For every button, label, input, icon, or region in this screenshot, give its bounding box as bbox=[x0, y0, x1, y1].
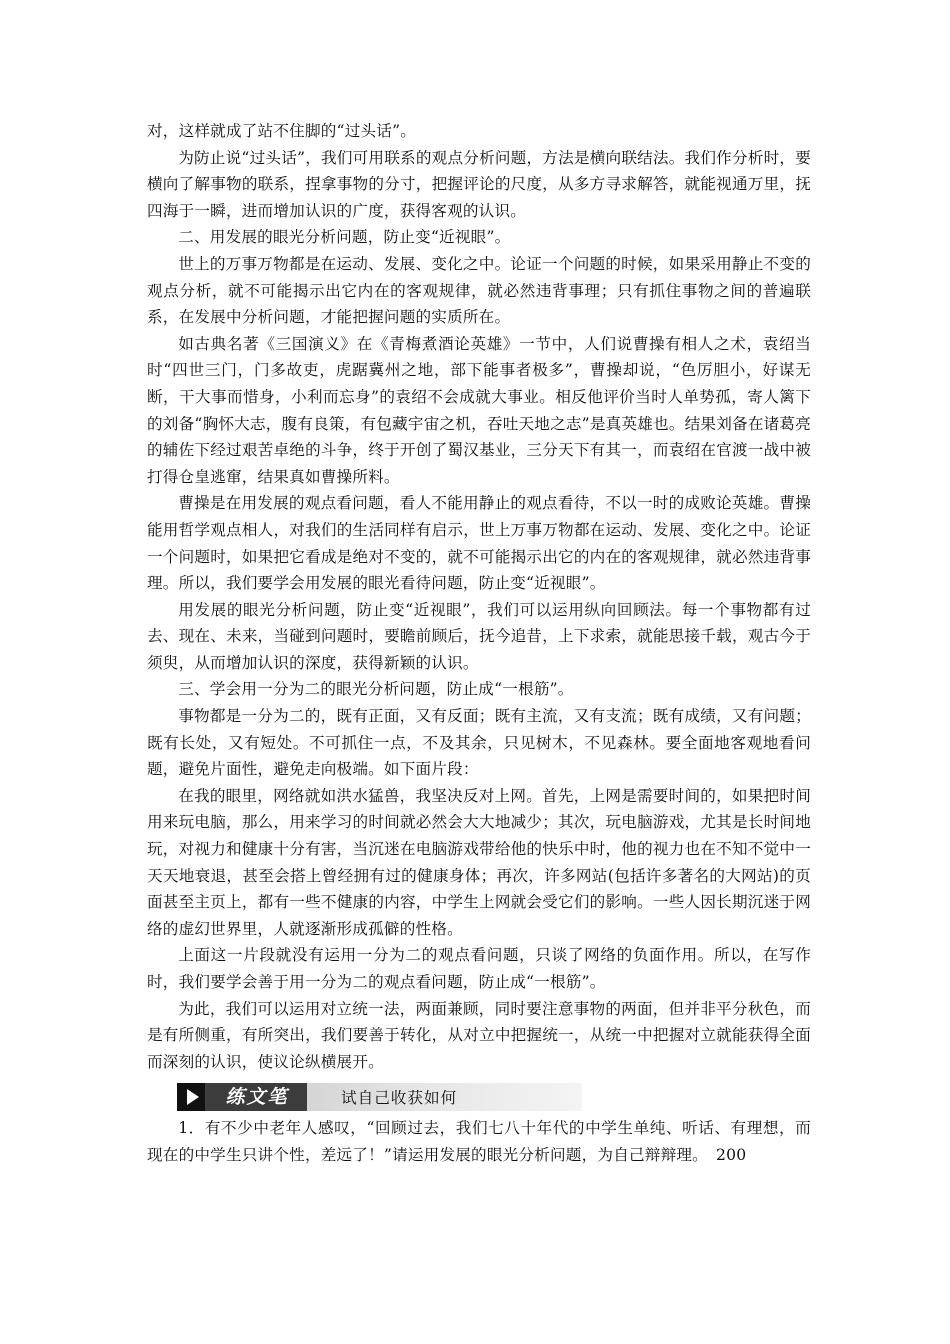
paragraph-5: 曹操是在用发展的观点看问题，看人不能用静止的观点看待，不以一时的成败论英雄。曹操能用哲学观点相人，对我们的生活同样有启示，世上万事万物都在运动、发展、变化之中。论证一个问题时，如果把它看成是绝对不变的，就不可能揭示出它的内在的客观规律，就必然违背事理。所以，我们要学会用发展的眼光看待问题，防止变“近视眼”。 bbox=[147, 494, 811, 593]
paragraph-6: 用发展的眼光分析问题，防止变“近视眼”，我们可以运用纵向回顾法。每一个事物都有过去、现在、未来，当碰到问题时，要瞻前顾后，抚今追昔，上下求索，就能思接千载，观古今于须臾，从而增加认识的深度，获得新颖的认识。 bbox=[147, 600, 811, 672]
paragraph-7: 事物都是一分为二的，既有正面，又有反面；既有主流，又有支流；既有成绩，又有问题；既有长处，又有短处。不可抓住一点，不及其余，只见树木，不见森林。要全面地客观地看问题，避免片面性，避免走向极端。如下面片段： bbox=[147, 707, 811, 779]
paragraph-4: 如古典名著《三国演义》在《青梅煮酒论英雄》一节中，人们说曹操有相人之术，袁绍当时“四世三门，门多故吏，虎踞冀州之地，部下能事者极多”，曹操却说，“色厉胆小，好谋无断，干大事而惜身，小利而忘身”的袁绍不会成就大事业。相反他评价当时人单势孤，寄人篱下的刘备“胸怀大志，腹有良策，有包藏宇宙之机，吞吐天地之志”是真英雄也。结果刘备在诸葛亮的辅佐下经过艰苦卓绝的斗争，终于开创了蜀汉基业，三分天下有其一，而袁绍在官渡一战中被打得仓皇逃窜，结果真如曹操所料。 bbox=[147, 334, 811, 486]
section-heading-2: 二、用发展的眼光分析问题，防止变“近视眼”。 bbox=[178, 228, 511, 247]
document-page bbox=[147, 118, 811, 1169]
exercise-question-1: 1．有不少中老年人感叹，“回顾过去，我们七八十年代的中学生单纯、听话、有理想，而现在的中学生只讲个性，差远了！”请运用发展的眼光分析问题，为自己辩辩理。 200 bbox=[147, 1119, 811, 1164]
banner-title: 练文笔 bbox=[207, 1083, 307, 1111]
paragraph-2: 为防止说“过头话”，我们可用联系的观点分析问题，方法是横向联结法。我们作分析时，要横向了解事物的联系，捏拿事物的分寸，把握评论的尺度，从多方寻求解答，就能视通万里，抚四海于一瞬，进而增加认识的广度，获得客观的认识。 bbox=[147, 148, 811, 220]
banner-subtitle: 试自己收获如何 bbox=[341, 1089, 458, 1108]
practice-section-banner bbox=[177, 1083, 582, 1111]
play-arrow-icon bbox=[177, 1083, 205, 1111]
section-heading-3: 三、学会用一分为二的眼光分析问题，防止成“一根筋”。 bbox=[178, 680, 574, 699]
paragraph-9: 上面这一片段就没有运用一分为二的观点看问题，只谈了网络的负面作用。所以，在写作时，我们要学会善于用一分为二的观点看问题，防止成“一根筋”。 bbox=[147, 946, 811, 991]
paragraph-1: 对，这样就成了站不住脚的“过头话”。 bbox=[147, 122, 417, 140]
paragraph-3: 世上的万事万物都是在运动、发展、变化之中。论证一个问题的时候，如果采用静止不变的观点分析，就不可能揭示出它内在的客观规律，就必然违背事理；只有抓住事物之间的普遍联系，在发展中分析问题，才能把握问题的实质所在。 bbox=[147, 254, 811, 327]
paragraph-10: 为此，我们可以运用对立统一法，两面兼顾，同时要注意事物的两面，但并非平分秋色，而是有所侧重，有所突出，我们要善于转化，从对立中把握统一，从统一中把握对立就能获得全面而深刻的认识，使议论纵横展开。 bbox=[147, 999, 811, 1071]
paragraph-8: 在我的眼里，网络就如洪水猛兽，我坚决反对上网。首先，上网是需要时间的，如果把时间用来玩电脑，那么，用来学习的时间就必然会大大地减少；其次，玩电脑游戏，尤其是长时间地玩，对视力和健康十分有害，当沉迷在电脑游戏带给他的快乐中时，他的视力也在不知不觉中一天天地衰退，甚至会搭上曾经拥有过的健康身体；再次，许多网站(包括许多著名的大网站)的页面甚至主页上，都有一些不健康的内容，中学生上网就会受它们的影响。一些人因长期沉迷于网络的虚幻世界里，人就逐渐形成孤僻的性格。 bbox=[147, 786, 811, 938]
